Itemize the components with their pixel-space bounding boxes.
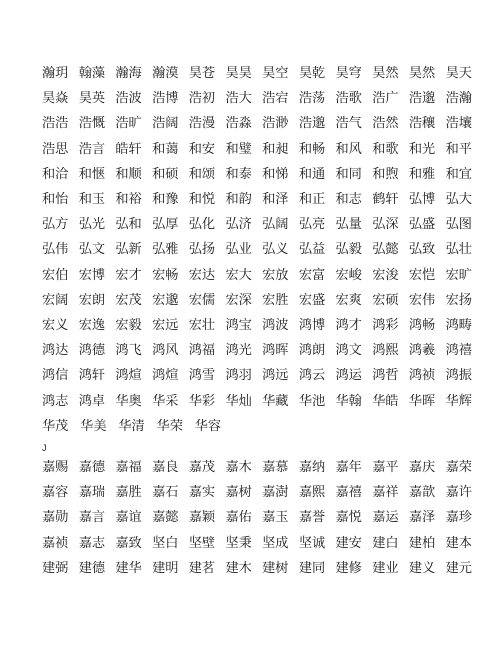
name-line <box>42 536 472 552</box>
name-line <box>42 167 472 183</box>
name-entry: 嘉胜 <box>115 485 142 501</box>
name-entry: 弘益 <box>298 242 326 258</box>
name-line <box>42 91 472 107</box>
name-entry: 鸿煊 <box>115 368 142 384</box>
name-entry: 宏逸 <box>78 318 106 333</box>
name-entry: 宏旷 <box>445 267 472 283</box>
name-entry: 宏伯 <box>42 267 69 283</box>
name-entry: 昊苍 <box>188 66 216 81</box>
name-entry: 华清 <box>118 418 145 434</box>
name-entry: 嘉勋 <box>42 510 69 526</box>
name-entry: 浩壤 <box>445 116 472 132</box>
name-entry: 弘义 <box>262 242 289 258</box>
name-entry: 建木 <box>225 560 252 576</box>
name-entry: 和豫 <box>152 192 179 207</box>
name-line <box>42 510 472 526</box>
name-entry: 嘉石 <box>152 485 179 501</box>
name-entry: 弘图 <box>445 217 472 233</box>
name-entry: 嘉懿 <box>152 510 179 526</box>
name-entry: 浩广 <box>372 91 399 107</box>
name-entry: 弘阔 <box>262 217 289 233</box>
name-entry: 和洽 <box>42 166 69 182</box>
name-entry: 翰藻 <box>78 66 106 81</box>
name-entry: 浩然 <box>372 116 399 132</box>
name-entry: 建修 <box>335 560 362 576</box>
name-entry: 嘉颖 <box>188 510 216 526</box>
name-entry: 浩邈 <box>408 91 436 107</box>
name-entry: 昊空 <box>262 66 289 81</box>
name-entry: 嘉容 <box>42 485 69 501</box>
name-entry: 华池 <box>298 393 326 409</box>
name-entry: 弘量 <box>335 217 362 233</box>
name-entry: 华荣 <box>156 418 183 434</box>
name-entry: 嘉志 <box>78 535 106 551</box>
name-entry: 华翰 <box>335 393 362 409</box>
name-entry: 弘博 <box>408 192 436 207</box>
name-line <box>42 242 472 258</box>
name-entry: 弘济 <box>225 217 252 233</box>
name-entry: 嘉运 <box>372 510 399 526</box>
name-entry: 鸿羲 <box>408 343 436 359</box>
name-entry: 鸿祯 <box>408 368 436 384</box>
name-entry: 华晖 <box>408 393 436 409</box>
name-entry: 坚壁 <box>188 535 216 551</box>
name-entry: 鸿飞 <box>115 343 142 359</box>
name-entry: 鸿文 <box>335 343 362 359</box>
name-entry: 嘉慕 <box>262 460 289 475</box>
name-entry: 嘉悦 <box>335 510 362 526</box>
name-entry: 鸿福 <box>188 343 216 359</box>
name-entry: 嘉荣 <box>445 460 472 475</box>
name-entry: 华藏 <box>262 393 289 409</box>
name-entry: 鸿志 <box>42 393 69 409</box>
name-line <box>42 293 472 309</box>
name-entry: 鸿才 <box>335 318 362 333</box>
name-entry: 建白 <box>372 535 399 551</box>
name-entry: 坚秉 <box>225 535 252 551</box>
name-entry: 宏恺 <box>408 267 436 283</box>
name-entry: 瀚漠 <box>152 66 179 81</box>
name-entry: 建弼 <box>42 560 69 576</box>
name-entry: 宏伟 <box>408 292 436 308</box>
name-entry: 鸿朗 <box>298 343 326 359</box>
name-entry: 浩初 <box>188 91 216 107</box>
name-entry: 宏邈 <box>152 292 179 308</box>
name-entry: 浩宕 <box>262 91 289 107</box>
name-entry: 弘伟 <box>42 242 69 258</box>
name-entry: 嘉树 <box>225 485 252 501</box>
name-entry: 宏峻 <box>335 267 362 283</box>
name-entry: 建树 <box>262 560 289 576</box>
name-entry: 和平 <box>445 141 472 157</box>
name-entry: 嘉平 <box>372 460 399 475</box>
name-entry: 宏茂 <box>115 292 142 308</box>
name-entry: 和光 <box>408 141 436 157</box>
name-line <box>42 318 472 334</box>
name-entry: 宏浚 <box>372 267 399 283</box>
name-entry: 鸿云 <box>298 368 326 384</box>
name-entry: 华皓 <box>372 393 399 409</box>
name-entry: 嘉茂 <box>188 460 216 475</box>
name-entry: 嘉德 <box>78 460 106 475</box>
name-entry: 和裕 <box>115 192 142 207</box>
name-entry: 宏壮 <box>188 318 216 333</box>
name-entry: 浩博 <box>152 91 179 107</box>
name-entry: 昊然 <box>372 66 399 81</box>
name-entry: 和畅 <box>298 141 326 157</box>
name-line <box>42 561 472 577</box>
name-entry: 浩淼 <box>225 116 252 132</box>
name-line <box>42 419 472 435</box>
name-entry: 鸿哲 <box>372 368 399 384</box>
name-line <box>42 394 472 410</box>
name-entry: 嘉珍 <box>445 510 472 526</box>
name-entry: 和硕 <box>152 166 179 182</box>
name-entry: 弘壮 <box>445 242 472 258</box>
name-entry: 华辉 <box>445 393 472 409</box>
name-entry: 宏儒 <box>188 292 216 308</box>
name-entry: 建明 <box>152 560 179 576</box>
name-entry: 鹤轩 <box>372 192 399 207</box>
name-entry: 和韵 <box>225 192 252 207</box>
name-entry: 嘉祯 <box>42 535 69 551</box>
name-entry: 嘉致 <box>115 535 142 551</box>
name-entry: 鸿羽 <box>225 368 252 384</box>
name-entry: 和同 <box>335 166 362 182</box>
name-entry: 宏畅 <box>152 267 179 283</box>
name-entry: 昊昊 <box>225 66 252 81</box>
name-entry: 宏硕 <box>372 292 399 308</box>
name-entry: 建茗 <box>188 560 216 576</box>
name-entry: 宏胜 <box>262 292 289 308</box>
name-entry: 宏扬 <box>445 292 472 308</box>
name-entry: 鸿波 <box>262 318 289 333</box>
name-entry: 宏远 <box>152 318 179 333</box>
name-entry: 嘉谊 <box>115 510 142 526</box>
name-entry: 建业 <box>372 560 399 576</box>
name-entry: 浩邈 <box>298 116 326 132</box>
name-entry: 昊然 <box>408 66 436 81</box>
name-entry: 鸿晖 <box>262 343 289 359</box>
name-entry: 和颂 <box>188 166 216 182</box>
name-entry: 嘉良 <box>152 460 179 475</box>
name-entry: 弘大 <box>445 192 472 207</box>
name-entry: 弘致 <box>408 242 436 258</box>
name-entry: 华灿 <box>225 393 252 409</box>
name-entry: 和悌 <box>262 166 289 182</box>
name-entry: 鸿禧 <box>445 343 472 359</box>
name-entry: 弘新 <box>115 242 142 258</box>
name-entry: 和玉 <box>78 192 106 207</box>
name-entry: 和正 <box>298 192 326 207</box>
name-entry: 浩浩 <box>42 116 69 132</box>
name-entry: 嘉许 <box>445 485 472 501</box>
name-entry: 浩气 <box>335 116 362 132</box>
name-entry: 瀚玥 <box>42 66 69 81</box>
name-entry: 鸿信 <box>42 368 69 384</box>
name-entry: 弘懿 <box>372 242 399 258</box>
name-entry: 宏博 <box>78 267 106 283</box>
name-entry: 鸿振 <box>445 368 472 384</box>
name-entry: 和蔼 <box>152 141 179 157</box>
name-line <box>42 192 472 208</box>
name-entry: 和顺 <box>115 166 142 182</box>
name-line <box>42 66 472 82</box>
name-entry: 和泽 <box>262 192 289 207</box>
name-entry: 宏阔 <box>42 292 69 308</box>
name-entry: 宏大 <box>225 267 252 283</box>
name-entry: 嘉泽 <box>408 510 436 526</box>
name-entry: 鸿卓 <box>78 393 106 409</box>
name-entry: 嘉言 <box>78 510 106 526</box>
name-entry: 华奥 <box>115 393 142 409</box>
name-entry: 鸿运 <box>335 368 362 384</box>
name-entry: 和悦 <box>188 192 216 207</box>
name-entry: 鸿宝 <box>225 318 252 333</box>
name-entry: 鸿畴 <box>445 318 472 333</box>
name-entry: 和昶 <box>262 141 289 157</box>
name-entry: 华茂 <box>42 418 69 434</box>
name-entry: 浩慨 <box>78 116 106 132</box>
name-entry: 嘉赐 <box>42 460 69 475</box>
name-entry: 弘亮 <box>298 217 326 233</box>
name-entry: 嘉禧 <box>335 485 362 501</box>
name-entry: 和怡 <box>42 192 69 207</box>
name-entry: 建本 <box>445 535 472 551</box>
name-line <box>42 142 472 158</box>
name-line <box>42 268 472 284</box>
name-entry: 昊天 <box>445 66 472 81</box>
name-line <box>42 368 472 384</box>
name-entry: 宏富 <box>298 267 326 283</box>
name-entry: 嘉木 <box>225 460 252 475</box>
name-entry: 宏义 <box>42 318 69 333</box>
name-entry: 弘毅 <box>335 242 362 258</box>
name-entry: 建德 <box>78 560 106 576</box>
name-entry: 浩大 <box>225 91 252 107</box>
name-entry: 建元 <box>445 560 472 576</box>
name-entry: 宏深 <box>225 292 252 308</box>
name-entry: 嘉誉 <box>298 510 326 526</box>
name-line <box>42 116 472 132</box>
name-entry: 鸿畅 <box>408 318 436 333</box>
name-entry: 宏才 <box>115 267 142 283</box>
name-entry: 浩瀚 <box>445 91 472 107</box>
name-entry: 嘉澍 <box>262 485 289 501</box>
name-entry: 建安 <box>335 535 362 551</box>
name-entry: 鸿风 <box>152 343 179 359</box>
name-entry: 嘉年 <box>335 460 362 475</box>
name-entry: 华容 <box>194 418 222 434</box>
name-entry: 鸿博 <box>298 318 326 333</box>
name-entry: 浩漫 <box>188 116 216 132</box>
name-entry: 华采 <box>152 393 179 409</box>
name-entry: 皓轩 <box>115 141 142 157</box>
name-entry: 坚诚 <box>298 535 326 551</box>
name-entry: 弘和 <box>115 217 142 233</box>
name-entry: 昊穹 <box>335 66 362 81</box>
name-entry: 浩歌 <box>335 91 362 107</box>
name-entry: 鸿轩 <box>78 368 106 384</box>
name-entry: 弘深 <box>372 217 399 233</box>
name-entry: 宏达 <box>188 267 216 283</box>
name-entry: 弘扬 <box>188 242 216 258</box>
name-line <box>42 217 472 233</box>
name-entry: 建同 <box>298 560 326 576</box>
name-entry: 嘉瑞 <box>78 485 106 501</box>
name-entry: 宏放 <box>262 267 289 283</box>
name-entry: 浩言 <box>78 141 106 157</box>
name-entry: 弘文 <box>78 242 106 258</box>
name-entry: 浩渺 <box>262 116 289 132</box>
name-entry: 弘雅 <box>152 242 179 258</box>
name-entry: 弘方 <box>42 217 69 233</box>
name-entry: 嘉福 <box>115 460 142 475</box>
name-entry: 宏爽 <box>335 292 362 308</box>
name-entry: 鸿雪 <box>188 368 216 384</box>
name-entry: 鸿煊 <box>152 368 179 384</box>
name-entry: 鸿达 <box>42 343 69 359</box>
name-line <box>42 343 472 359</box>
name-entry: 和璧 <box>225 141 252 157</box>
name-entry: 鸿彩 <box>372 318 399 333</box>
name-entry: 和煦 <box>372 166 399 182</box>
name-entry: 宏毅 <box>115 318 142 333</box>
name-entry: 嘉庆 <box>408 460 436 475</box>
name-entry: 宏盛 <box>298 292 326 308</box>
name-entry: 坚白 <box>152 535 179 551</box>
name-entry: 宏朗 <box>78 292 106 308</box>
name-entry: 弘盛 <box>408 217 436 233</box>
name-entry: 建义 <box>408 560 436 576</box>
name-entry: 和安 <box>188 141 216 157</box>
name-entry: 和歌 <box>372 141 399 157</box>
name-entry: 鸿熙 <box>372 343 399 359</box>
name-entry: 浩思 <box>42 141 69 157</box>
name-entry: 建柏 <box>408 535 436 551</box>
name-entry: 和惬 <box>78 166 106 182</box>
name-entry: 瀚海 <box>115 66 142 81</box>
name-entry: 建华 <box>115 560 142 576</box>
name-entry: 嘉纳 <box>298 460 326 475</box>
name-entry: 和宜 <box>445 166 472 182</box>
name-entry: 鸿德 <box>78 343 106 359</box>
name-entry: 和泰 <box>225 166 252 182</box>
name-entry: 弘厚 <box>152 217 179 233</box>
name-entry: 鸿光 <box>225 343 252 359</box>
name-entry: 弘业 <box>225 242 252 258</box>
section-j-heading: J <box>42 443 47 453</box>
name-entry: 弘化 <box>188 217 216 233</box>
name-line <box>42 485 472 501</box>
name-entry: 昊焱 <box>42 91 69 107</box>
name-entry: 嘉熙 <box>298 485 326 501</box>
name-entry: 浩波 <box>115 91 142 107</box>
name-entry: 弘光 <box>78 217 106 233</box>
name-entry: 鸿远 <box>262 368 289 384</box>
name-entry: 昊英 <box>78 91 106 107</box>
name-entry: 嘉歆 <box>408 485 436 501</box>
name-entry: 华美 <box>80 418 107 434</box>
name-entry: 嘉玉 <box>262 510 289 526</box>
name-entry: 坚成 <box>262 535 289 551</box>
name-entry: 和风 <box>335 141 362 157</box>
name-entry: 嘉实 <box>188 485 216 501</box>
name-entry: 昊乾 <box>298 66 326 81</box>
name-entry: 嘉祥 <box>372 485 399 501</box>
name-entry: 浩穰 <box>408 116 436 132</box>
name-entry: 和志 <box>335 192 362 207</box>
name-entry: 浩旷 <box>115 116 142 132</box>
name-entry: 浩阔 <box>152 116 179 132</box>
name-entry: 和雅 <box>408 166 436 182</box>
name-entry: 嘉佑 <box>225 510 252 526</box>
name-entry: 浩荡 <box>298 91 326 107</box>
name-entry: 华彩 <box>188 393 216 409</box>
name-entry: 和通 <box>298 166 326 182</box>
name-line <box>42 460 472 476</box>
